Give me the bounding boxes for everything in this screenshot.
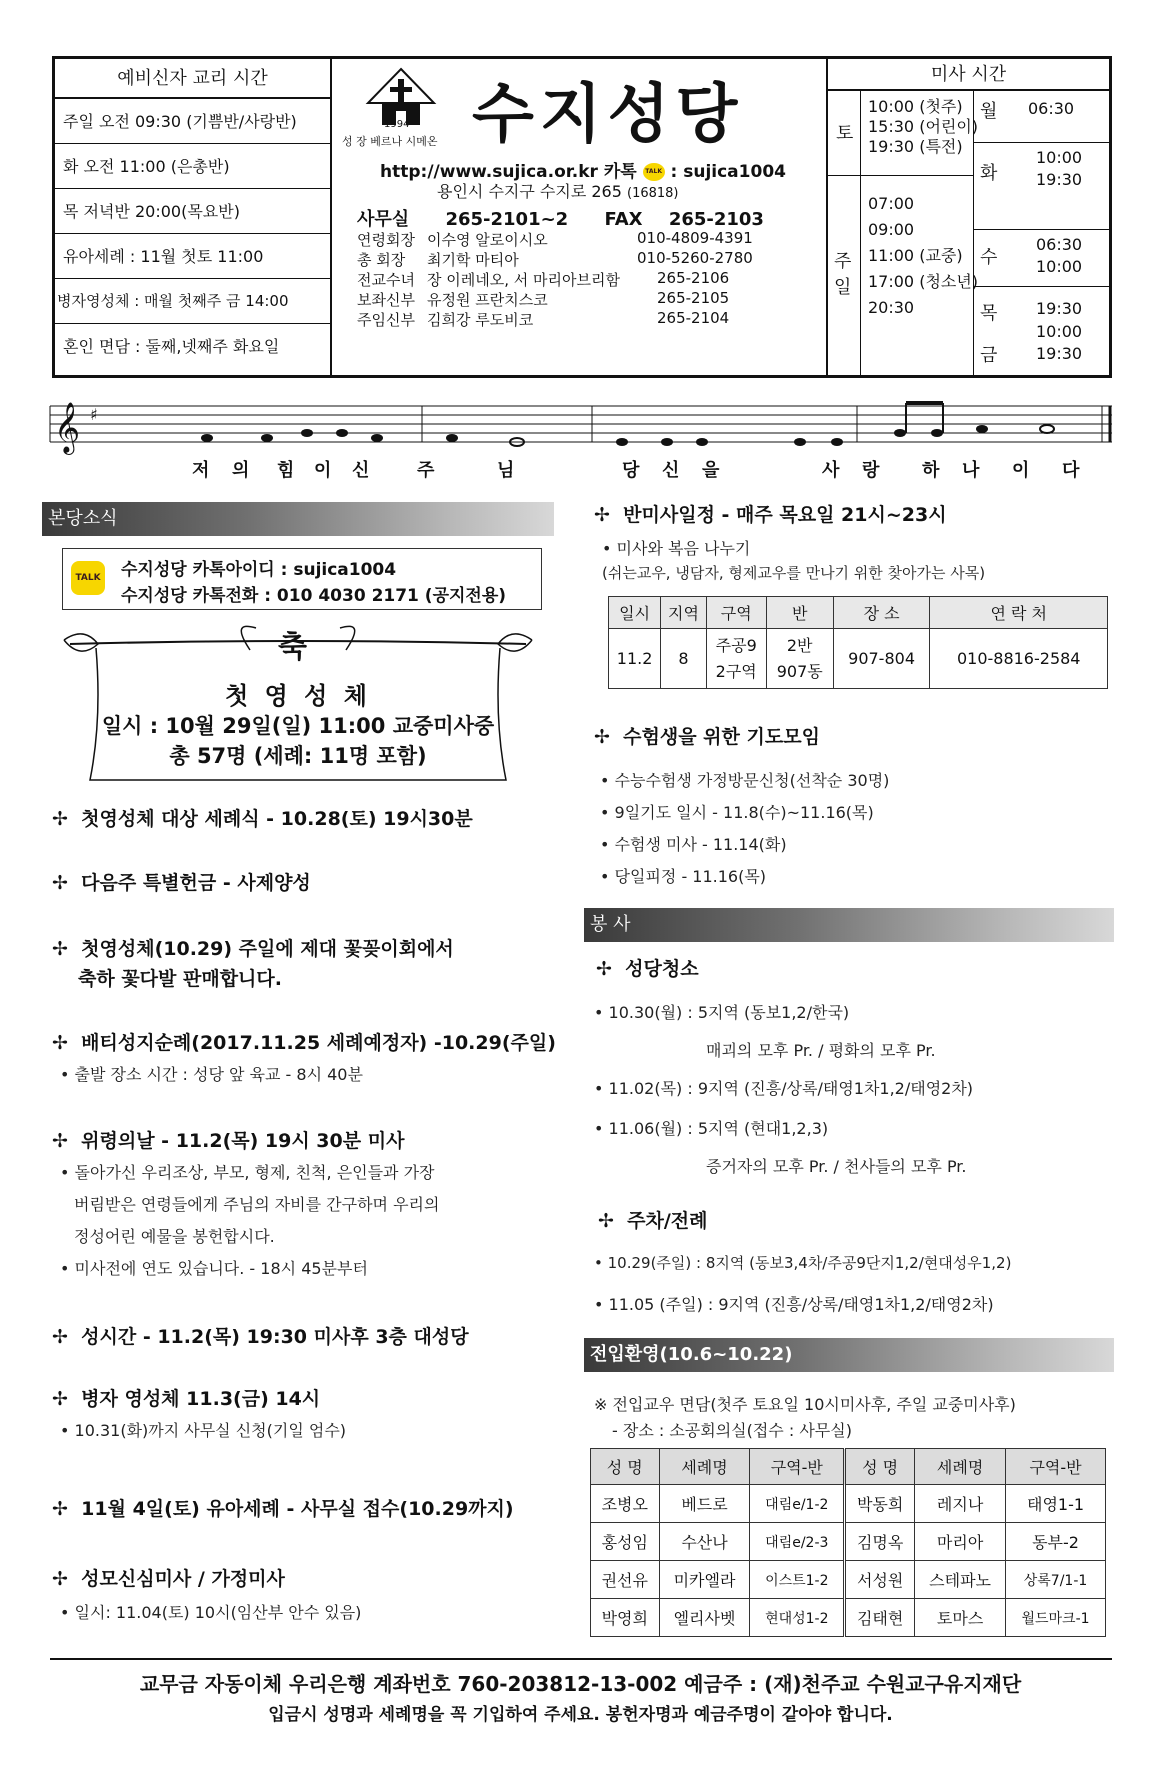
catechism-title: 예비신자 교리 시간	[55, 59, 330, 99]
website-url[interactable]: http://www.sujica.or.kr 카톡	[380, 162, 637, 182]
office-phone: 265-2101~2	[445, 209, 569, 230]
mass-sat-times: 10:00 (첫주) 15:30 (어린이) 19:30 (특전)	[868, 97, 979, 156]
news-item-title: ✢ 첫영성체 대상 세례식 - 10.28(토) 19시30분	[52, 808, 473, 830]
table-row: 박영희 엘리사벳 현대성1-2 김태현 토마스 월드마크-1	[591, 1599, 1106, 1637]
table-row: 조병오 베드로 대림e/1-2 박동희 레지나 태영1-1	[591, 1485, 1106, 1523]
news-item-line: 버림받은 연령들에게 주님의 자비를 간구하며 우리의	[74, 1195, 440, 1214]
news-item-title: ✢ 첫영성체(10.29) 주일에 제대 꽃꽂이회에서	[52, 938, 454, 960]
congrats-line2: 총 57명 (세례: 11명 포함)	[169, 744, 427, 768]
exam-prayer-title: ✢ 수험생을 위한 기도모임	[594, 726, 820, 748]
mass-title: 미사 시간	[828, 59, 1109, 91]
church-name: 수지성당	[472, 77, 744, 152]
news-item-title: ✢ 배티성지순례(2017.11.25 세례예정자) -10.29(주일)	[52, 1032, 556, 1054]
table-header-row: 일시 지역 구역 반 장 소 연 락 처	[609, 597, 1108, 629]
exam-prayer-line: • 수험생 미사 - 11.14(화)	[600, 835, 787, 854]
district-mass-table	[608, 596, 1108, 689]
congrats-line1: 일시 : 10월 29일(일) 11:00 교중미사중	[101, 714, 495, 738]
district-mass-line: • 미사와 복음 나누기	[602, 539, 751, 558]
news-item-title: ✢ 다음주 특별헌금 - 사제양성	[52, 872, 311, 894]
church-logo	[342, 67, 460, 147]
cleaning-entry: • 10.30(월) : 5지역 (동보1,2/한국)	[594, 1003, 850, 1022]
welcome-note: ※ 전입교우 면담(첫주 토요일 10시미사후, 주일 교중미사후)	[594, 1395, 1016, 1414]
cleaning-sub: 매괴의 모후 Pr. / 평화의 모후 Pr.	[706, 1041, 936, 1060]
congrats-title: 첫 영 성 체	[225, 682, 371, 710]
news-item-title: ✢ 11월 4일(토) 유아세례 - 사무실 접수(10.29까지)	[52, 1498, 514, 1520]
mass-schedule	[826, 59, 1109, 375]
mass-time: 19:30	[1036, 299, 1083, 318]
parking-line: • 10.29(주일) : 8지역 (동보3,4차/주공9단지1,2/현대성우1,2)	[594, 1254, 1012, 1272]
fax-label: FAX	[604, 209, 643, 230]
kakao-box	[62, 548, 542, 610]
news-item-title: ✢ 성시간 - 11.2(목) 19:30 미사후 3층 대성당	[52, 1326, 469, 1348]
header-box	[52, 56, 1112, 378]
news-item-line: 정성어린 예물을 봉헌합시다.	[74, 1227, 275, 1246]
news-item-title-cont: 축하 꽃다발 판매합니다.	[78, 968, 282, 990]
section-welcome: 전입환영(10.6~10.22)	[584, 1338, 1114, 1372]
staff-row: 주임신부 김희강 루도비코 265-2104	[357, 309, 730, 329]
mass-sun-times: 07:00 09:00 11:00 (교중) 17:00 (청소년) 20:30	[868, 194, 979, 317]
mass-time: 10:00 19:30	[1036, 322, 1083, 363]
exam-prayer-line: • 당일피정 - 11.16(목)	[600, 867, 767, 886]
welcome-note: - 장소 : 소공회의실(접수 : 사무실)	[612, 1421, 852, 1440]
news-item-line: • 10.31(화)까지 사무실 신청(기일 엄수)	[60, 1421, 347, 1440]
table-row: 11.2 8 주공9 2구역 2반 907동 907-804 010-8816-2584	[609, 629, 1108, 689]
catechism-row: 화 오전 11:00 (은총반)	[55, 144, 330, 189]
exam-prayer-line: • 수능수험생 가정방문신청(선착순 30명)	[600, 771, 890, 790]
news-item-title: ✢ 성모신심미사 / 가정미사	[52, 1568, 285, 1590]
welcome-table	[590, 1448, 1106, 1637]
mass-day-wed-label: 수	[980, 247, 998, 268]
office-label: 사무실	[357, 209, 410, 230]
news-item-line: • 돌아가신 우리조상, 부모, 형제, 친척, 은인들과 가장	[60, 1163, 435, 1182]
mass-day-fri: 금	[980, 345, 998, 366]
district-mass-title: ✢ 반미사일정 - 매주 목요일 21시~23시	[594, 504, 947, 526]
church-info	[332, 59, 826, 375]
news-item-line: • 미사전에 연도 있습니다. - 18시 45분부터	[60, 1259, 368, 1278]
footer-divider	[50, 1658, 1112, 1660]
hymn-staff	[42, 398, 1117, 480]
mass-time: 06:30	[1028, 99, 1075, 118]
staff-list	[357, 229, 817, 329]
fax-number: 265-2103	[668, 209, 764, 230]
cleaning-sub: 증거자의 모후 Pr. / 천사들의 모후 Pr.	[706, 1157, 967, 1176]
mass-time: 10:00 19:30	[1036, 148, 1083, 189]
music-staff-icon	[42, 398, 1117, 458]
cleaning-entry: • 11.02(목) : 9지역 (진흥/상록/태영1차1,2/태영2차)	[594, 1079, 974, 1098]
footer-account-line: 교무금 자동이체 우리은행 계좌번호 760-203812-13-002 예금주 : (재)천주교 수원교구유지재단	[139, 1672, 1022, 1696]
table-row: 권선유 미카엘라 이스트1-2 서성원 스테파노 상록7/1-1	[591, 1561, 1106, 1599]
svg-text:𝄞: 𝄞	[54, 402, 81, 453]
kakao-id: : sujica1004	[670, 162, 786, 182]
catechism-row: 병자영성체 : 매월 첫째주 금 14:00	[55, 279, 330, 324]
staff-row: 총 회장 최기학 마티아 010-5260-2780	[357, 249, 753, 269]
section-parish-news: 본당소식	[42, 502, 554, 536]
congrats-emblem: 축	[278, 630, 307, 665]
table-row: 홍성임 수산나 대림e/2-3 김명옥 마리아 동부-2	[591, 1523, 1106, 1561]
first-communion-banner	[50, 620, 546, 788]
staff-row: 전교수녀 장 이레네오, 서 마리아브리함 265-2106	[357, 269, 730, 289]
mass-day-sat: 토	[836, 123, 854, 144]
kakao-id-line: 수지성당 카톡아이디 : sujica1004	[121, 560, 397, 580]
office-contact	[357, 205, 764, 231]
exam-prayer-line: • 9일기도 일시 - 11.8(수)~11.16(목)	[600, 803, 874, 822]
kakao-talk-icon: TALK	[71, 561, 105, 595]
kakao-talk-icon: TALK	[643, 163, 665, 181]
table-header-row: 성 명 세례명 구역-반 성 명 세례명 구역-반	[591, 1449, 1106, 1485]
catechism-schedule	[55, 59, 332, 375]
cleaning-title: ✢ 성당청소	[596, 958, 699, 980]
cleaning-entry: • 11.06(월) : 5지역 (현대1,2,3)	[594, 1119, 829, 1138]
district-mass-note: (쉬는교우, 냉담자, 형제교우를 만나기 위한 찾아가는 사목)	[602, 564, 986, 582]
address: 용인시 수지구 수지로 265 (16818)	[437, 182, 679, 201]
news-item-title: ✢ 위령의날 - 11.2(목) 19시 30분 미사	[52, 1130, 405, 1152]
staff-row: 연령회장 이수영 알로이시오 010-4809-4391	[357, 229, 753, 249]
catechism-row: 목 저녁반 20:00(목요반)	[55, 189, 330, 234]
staff-row: 보좌신부 유정원 프란치스코 265-2105	[357, 289, 730, 309]
kakao-phone-line: 수지성당 카톡전화 : 010 4030 2171 (공지전용)	[121, 586, 507, 606]
news-item-line: • 일시: 11.04(토) 10시(임산부 안수 있음)	[60, 1603, 362, 1622]
section-service: 봉 사	[584, 908, 1114, 942]
logo-caption: 성 장 베르나 시메온	[342, 135, 438, 148]
parking-title: ✢ 주차/전례	[598, 1210, 708, 1232]
news-item-title: ✢ 병자 영성체 11.3(금) 14시	[52, 1388, 321, 1410]
catechism-row: 혼인 면담 : 둘째,넷째주 화요일	[63, 337, 280, 356]
mass-day-mon: 월	[980, 101, 998, 122]
catechism-row: 주일 오전 09:30 (기쁨반/사랑반)	[55, 99, 330, 144]
mass-day-tue: 화	[980, 163, 998, 184]
svg-text:♯: ♯	[90, 405, 98, 424]
hymn-lyrics: 저 의 힘 이 신 주 님 당 신 을 사 랑 하 나 이 다	[192, 460, 1082, 481]
mass-day-sun: 주일	[834, 251, 852, 298]
logo-year: 1994	[384, 119, 410, 130]
mass-day-thu: 목	[980, 303, 998, 324]
mass-time: 06:30 10:00	[1036, 235, 1083, 276]
parking-line: • 11.05 (주일) : 9지역 (진흥/상록/태영1차1,2/태영2차)	[594, 1295, 994, 1314]
news-item-line: • 출발 장소 시간 : 성당 앞 육교 - 8시 40분	[60, 1065, 363, 1084]
catechism-row: 유아세례 : 11월 첫토 11:00	[55, 234, 330, 279]
footer-note-line: 입금시 성명과 세례명을 꼭 기입하여 주세요. 봉헌자명과 예금주명이 같아야 합니다.	[268, 1705, 893, 1725]
